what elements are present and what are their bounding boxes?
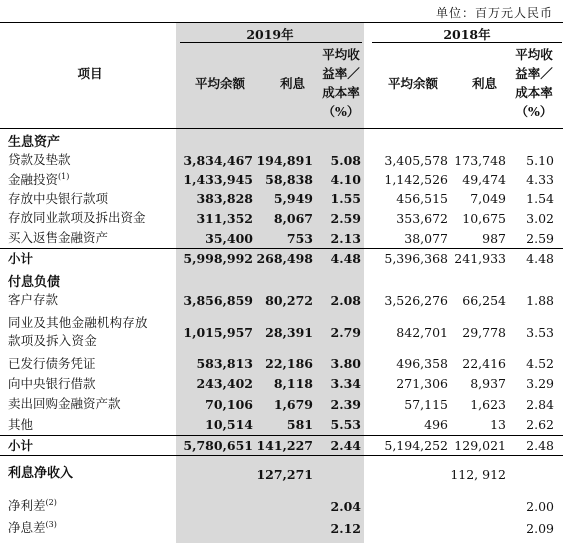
row-label-line1: 同业及其他金融机构存放 — [8, 315, 148, 330]
cell-int-2019: 5,949 — [273, 191, 313, 206]
header-rule — [0, 128, 563, 129]
cell-avg-2019: 5,780,651 — [183, 438, 253, 453]
cell-yield-2019: 2.08 — [330, 292, 361, 308]
cell-yield-2018: 2.09 — [526, 520, 554, 536]
cell-yield-2019: 2.39 — [330, 396, 361, 412]
cell-yield-2019: 4.10 — [330, 172, 361, 187]
cell-yield-2018: 1.54 — [526, 191, 554, 206]
row-label: 已发行债务凭证 — [8, 355, 96, 371]
cell-yield-2019: 2.79 — [330, 324, 361, 340]
item-header: 项目 — [77, 66, 103, 81]
row-label: 向中央银行借款 — [8, 375, 96, 391]
unit-note: 单位：百万元人民币 — [435, 6, 553, 20]
cell-avg-2019: 3,834,467 — [183, 152, 253, 168]
row-label: 净息差$^{(3)}$ — [8, 519, 57, 535]
cell-yield-2018: 1.88 — [526, 292, 554, 308]
cell-avg-2019: 383,828 — [196, 191, 253, 206]
cell-yield-2019: 1.55 — [330, 191, 361, 206]
cell-yield-2018: 4.52 — [526, 356, 554, 371]
row-label: 金融投资$^{(1)}$ — [8, 171, 70, 187]
cell-avg-2018: 842,701 — [396, 324, 448, 340]
cell-avg-2018: 496,358 — [396, 356, 448, 371]
row-label: 其他 — [8, 416, 34, 432]
interest-2019-header: 利息 — [279, 76, 305, 91]
liab-subtotal-row — [0, 436, 563, 455]
cell-int-2019: 8,067 — [273, 210, 313, 226]
cell-int-2019: 194,891 — [256, 152, 313, 168]
cell-int-2018: 112, 912 — [450, 466, 506, 482]
row-label: 存放中央银行款项 — [8, 190, 109, 206]
cell-int-2019: 22,186 — [265, 356, 313, 371]
yield-2019-line2: 益率／ — [322, 66, 360, 81]
cell-int-2018: 173,748 — [454, 152, 506, 168]
cell-int-2019: 1,679 — [273, 396, 313, 412]
cell-int-2018: 29,778 — [462, 324, 506, 340]
cell-avg-2019: 10,514 — [205, 417, 253, 432]
cell-int-2019: 127,271 — [256, 466, 313, 482]
yield-2019-line1: 平均收 — [322, 47, 360, 62]
net-income-row — [0, 456, 563, 492]
cell-yield-2019: 3.34 — [330, 376, 361, 391]
yield-2019-line3: 成本率 — [322, 85, 360, 100]
row-label: 贷款及垫款 — [8, 152, 71, 167]
avg-balance-2019-header: 平均余额 — [194, 76, 245, 91]
table-row — [0, 373, 563, 394]
asset-subtotal-row — [0, 249, 563, 268]
cell-int-2019: 141,227 — [256, 438, 313, 453]
cell-yield-2019: 2.13 — [330, 230, 361, 246]
cell-yield-2019: 5.53 — [330, 417, 361, 432]
cell-yield-2018: 2.62 — [526, 417, 554, 432]
yield-2019-header — [316, 45, 366, 121]
cell-avg-2018: 3,405,578 — [384, 152, 448, 168]
cell-int-2018: 10,675 — [462, 210, 506, 226]
cell-avg-2018: 353,672 — [396, 210, 448, 226]
cell-yield-2018: 3.53 — [526, 324, 554, 340]
cell-int-2018: 8,937 — [470, 376, 506, 391]
cell-avg-2018: 1,142,526 — [384, 172, 448, 187]
cell-yield-2018: 2.59 — [526, 230, 554, 246]
row-label — [8, 314, 176, 350]
top-rule — [0, 22, 563, 23]
cell-yield-2019: 2.44 — [330, 438, 361, 453]
table-row — [0, 290, 563, 310]
cell-avg-2019: 1,015,957 — [183, 324, 253, 340]
section-assets: 生息资产 — [8, 135, 61, 150]
cell-int-2018: 66,254 — [462, 292, 506, 308]
row-label-line2: 款项及拆入资金 — [8, 333, 97, 348]
cell-avg-2019: 583,813 — [196, 356, 253, 371]
cell-yield-2019: 2.12 — [330, 520, 361, 536]
yield-2018-header — [508, 45, 560, 121]
cell-int-2019: 8,118 — [273, 376, 313, 391]
cell-yield-2018: 4.48 — [526, 251, 554, 266]
table-row — [0, 150, 563, 170]
table-row — [0, 394, 563, 414]
cell-yield-2018: 4.33 — [526, 172, 554, 187]
table-row — [0, 208, 563, 228]
cell-yield-2018: 2.00 — [526, 498, 554, 514]
cell-avg-2019: 35,400 — [205, 230, 253, 246]
table-row — [0, 310, 563, 354]
table-row — [0, 354, 563, 373]
cell-int-2018: 22,416 — [462, 356, 506, 371]
cell-avg-2019: 70,106 — [205, 396, 253, 412]
yield-2018-line2: 益率／ — [515, 66, 553, 81]
cell-int-2018: 987 — [482, 230, 506, 246]
row-label: 存放同业款项及拆出资金 — [8, 210, 146, 225]
cell-int-2018: 241,933 — [454, 251, 506, 266]
yield-2018-line4: （%） — [515, 104, 553, 119]
row-label: 小计 — [8, 437, 34, 453]
cell-avg-2018: 271,306 — [396, 376, 448, 391]
cell-int-2019: 80,272 — [265, 292, 313, 308]
cell-int-2018: 49,474 — [462, 172, 506, 187]
year-2018-underline — [372, 42, 562, 43]
cell-yield-2019: 2.59 — [330, 210, 361, 226]
cell-avg-2018: 38,077 — [404, 230, 448, 246]
cell-yield-2019: 4.48 — [330, 251, 361, 266]
cell-int-2019: 753 — [286, 230, 313, 246]
row-label: 卖出回购金融资产款 — [8, 396, 121, 411]
row-label: 利息净收入 — [8, 466, 74, 481]
cell-yield-2019: 3.80 — [330, 356, 361, 371]
table-row — [0, 189, 563, 208]
row-label: 小计 — [8, 250, 34, 266]
cell-int-2019: 268,498 — [256, 251, 313, 266]
yield-2018-line3: 成本率 — [515, 85, 553, 100]
row-label: 客户存款 — [8, 292, 59, 307]
section-liabilities: 付息负债 — [8, 275, 61, 290]
net-margin-row — [0, 517, 563, 539]
cell-yield-2019: 2.04 — [330, 498, 361, 514]
year-2018-header: 2018年 — [443, 27, 491, 42]
table-row — [0, 170, 563, 189]
cell-avg-2018: 5,396,368 — [384, 251, 448, 266]
row-label: 买入返售金融资产 — [8, 230, 109, 245]
cell-int-2019: 58,838 — [265, 172, 313, 187]
cell-yield-2018: 2.84 — [526, 396, 554, 412]
cell-avg-2018: 5,194,252 — [384, 438, 448, 453]
table-row — [0, 228, 563, 248]
cell-int-2019: 28,391 — [265, 324, 313, 340]
cell-int-2019: 581 — [286, 417, 313, 432]
cell-int-2018: 7,049 — [470, 191, 506, 206]
interest-2018-header: 利息 — [471, 76, 497, 91]
cell-yield-2018: 3.02 — [526, 210, 554, 226]
row-label: 净利差$^{(2)}$ — [8, 497, 57, 513]
cell-yield-2018: 5.10 — [526, 152, 554, 168]
cell-avg-2019: 311,352 — [196, 210, 253, 226]
cell-yield-2019: 5.08 — [330, 152, 361, 168]
cell-avg-2018: 496 — [424, 417, 448, 432]
cell-int-2018: 129,021 — [454, 438, 506, 453]
cell-avg-2019: 5,998,992 — [183, 251, 253, 266]
cell-avg-2018: 57,115 — [404, 396, 448, 412]
cell-avg-2018: 456,515 — [396, 191, 448, 206]
cell-avg-2018: 3,526,276 — [384, 292, 448, 308]
year-2019-underline — [180, 42, 362, 43]
yield-2019-line4: （%） — [322, 104, 360, 119]
cell-avg-2019: 1,433,945 — [183, 172, 253, 187]
cell-avg-2019: 3,856,859 — [183, 292, 253, 308]
cell-avg-2019: 243,402 — [196, 376, 253, 391]
table-row — [0, 414, 563, 435]
cell-yield-2018: 2.48 — [526, 438, 554, 453]
cell-int-2018: 13 — [490, 417, 506, 432]
year-2019-header: 2019年 — [246, 27, 294, 42]
avg-balance-2018-header: 平均余额 — [387, 76, 438, 91]
net-spread-row — [0, 495, 563, 517]
cell-yield-2018: 3.29 — [526, 376, 554, 391]
cell-int-2018: 1,623 — [470, 396, 506, 412]
yield-2018-line1: 平均收 — [515, 47, 553, 62]
